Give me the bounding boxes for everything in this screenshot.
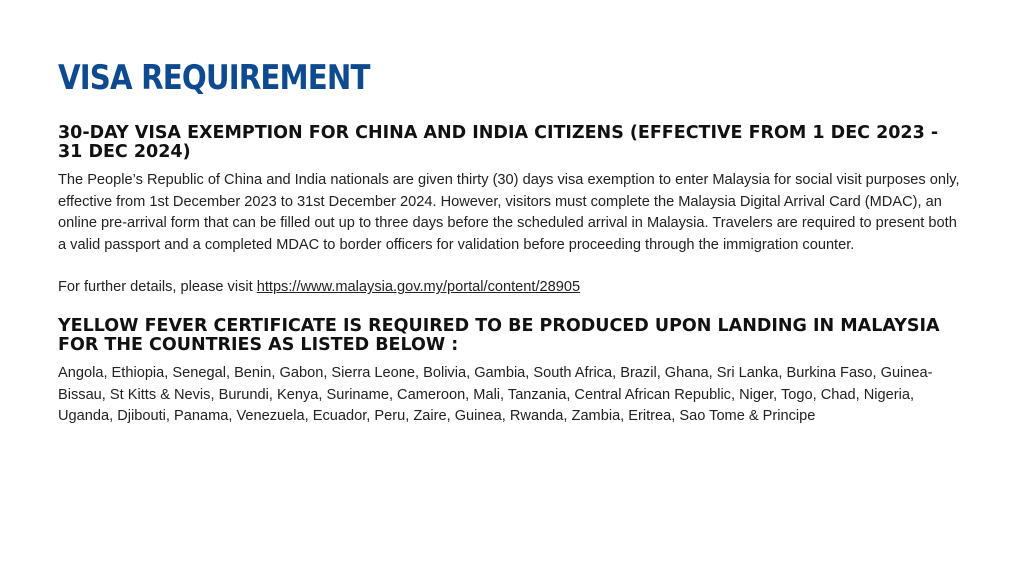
more-info-line — [58, 277, 968, 299]
yellow-fever-heading: YELLOW FEVER CERTIFICATE IS REQUIRED TO BE PRODUCED UPON LANDING IN MALAYSIA FOR THE COUNTRIES AS LISTED BELOW : — [58, 315, 940, 355]
more-info-link[interactable]: https://www.malaysia.gov.my/portal/content/28905 — [256, 279, 581, 296]
page-title: VISA REQUIREMENT — [58, 58, 370, 98]
visa-exemption-body: The People’s Republic of China and India nationals are given thirty (30) days visa exemption to enter Malaysia for social visit purposes only, effective from 1st December 2023 to 31st December 2024. However, visitors must complete the Malaysia Digital Arrival Card (MDAC), an online pre-arrival form that can be filled out up to three days before the scheduled arrival in Malaysia. Travelers are required to present both a valid passport and a completed MDAC to border officers for validation before proceeding through the immigration counter. — [58, 172, 960, 253]
yellow-fever-countries: Angola, Ethiopia, Senegal, Benin, Gabon, Sierra Leone, Bolivia, Gambia, South Africa, Brazil, Ghana, Sri Lanka, Burkina Faso, Guinea-Bissau, St Kitts & Nevis, Burundi, Kenya, Suriname, Cameroon, Mali, Tanzania, Central African Republic, Niger, Togo, Chad, Nigeria, Uganda, Djibouti, Panama, Venezuela, Ecuador, Peru, Zaire, Guinea, Rwanda, Zambia, Eritrea, Sao Tome & Principe — [58, 364, 933, 425]
visa-exemption-heading: 30-DAY VISA EXEMPTION FOR CHINA AND INDIA CITIZENS (EFFECTIVE FROM 1 DEC 2023 - 31 DEC 2024) — [58, 123, 939, 162]
more-info-text: For further details, please visit — [58, 279, 257, 296]
page-content — [58, 52, 968, 428]
visa-exemption-section — [58, 124, 968, 299]
yellow-fever-section — [58, 317, 968, 428]
